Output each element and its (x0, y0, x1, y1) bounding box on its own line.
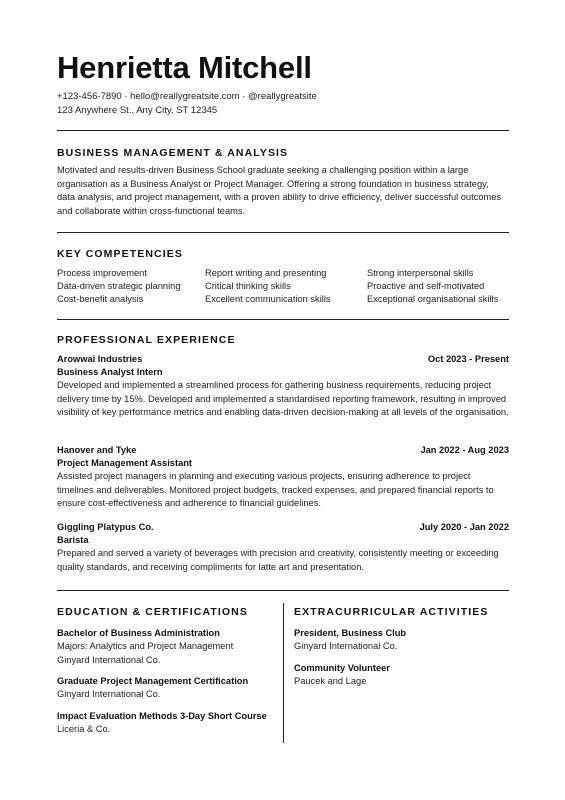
job-description: Developed and implemented a streamlined process for gathering business requirements, reducing project delivery time by 15%. Developed and implemented a standardised reporting framework, resulting in improved visibility of key performance metrics and enabling data-driven decision-making at all levels of the organisation. (57, 380, 509, 418)
divider (57, 232, 509, 233)
job-dates: July 2020 - Jan 2022 (419, 522, 509, 532)
job-role: Project Management Assistant (57, 458, 193, 468)
job-company: Giggling Platypus Co. (57, 522, 154, 532)
entry-title: Impact Evaluation Methods 3-Day Short Course (57, 711, 267, 721)
divider (57, 319, 509, 320)
job-description: Prepared and served a variety of beverages with precision and creativity, consistently meeting or exceeding quality standards, and receiving compliments for latte art and presentation. (57, 548, 499, 572)
entry-line: Paucek and Lage (294, 676, 367, 687)
education-entry (57, 675, 248, 702)
job-role: Business Analyst Intern (57, 367, 163, 377)
competency-item: Proactive and self-motivated (367, 281, 485, 291)
competency-item: Data-driven strategic planning (57, 281, 181, 291)
entry-line: Ginyard International Co. (57, 689, 161, 700)
job-header (57, 522, 509, 532)
entry-line: Ginyard International Co. (57, 654, 161, 665)
entry-line: Ginyard International Co. (294, 641, 398, 652)
job-role: Barista (57, 535, 89, 545)
entry-title: Community Volunteer (294, 663, 390, 673)
competency-column (57, 267, 181, 306)
job-dates: Oct 2023 - Present (427, 354, 509, 364)
contact-line: +123-456-7890 · hello@reallygreatsite.com · @reallygreatsite (57, 91, 317, 102)
education-heading: EDUCATION & CERTIFICATIONS (57, 606, 248, 618)
competency-column (367, 267, 498, 306)
summary-heading: BUSINESS MANAGEMENT & ANALYSIS (57, 147, 289, 159)
competency-column (205, 267, 331, 306)
entry-title: Bachelor of Business Administration (57, 628, 220, 638)
entry-line: Liceria & Co. (57, 724, 111, 735)
entry-line: Majors: Analytics and Project Management (57, 641, 234, 652)
competency-item: Strong interpersonal skills (367, 268, 474, 278)
education-entry (57, 627, 233, 667)
extracurricular-heading: EXTRACURRICULAR ACTIVITIES (294, 606, 489, 618)
competency-item: Critical thinking skills (205, 281, 291, 291)
competencies-heading: KEY COMPETENCIES (57, 248, 183, 260)
education-entry (57, 710, 267, 737)
experience-heading: PROFESSIONAL EXPERIENCE (57, 334, 236, 346)
address-line: 123 Anywhere St., Any City, ST 12345 (57, 105, 218, 116)
competency-item: Cost-benefit analysis (57, 294, 144, 304)
summary-text: Motivated and results-driven Business School graduate seeking a challenging position within a large organisation as a Business Analyst or Project Manager. Offering a strong foundation in business strategy, data analysis, and project management, with a proven ability to drive efficiency, deliver successful outcomes and collaborate within cross-functional teams. (57, 165, 502, 216)
divider (57, 590, 509, 591)
job-header (57, 354, 509, 364)
job-dates: Jan 2022 - Aug 2023 (420, 445, 509, 455)
competency-item: Exceptional organisational skills (367, 294, 499, 304)
job-company: Hanover and Tyke (57, 445, 137, 455)
competency-item: Excellent communication skills (205, 294, 331, 304)
extracurricular-entry (294, 662, 390, 689)
extracurricular-entry (294, 627, 406, 654)
divider (57, 130, 509, 131)
entry-title: Graduate Project Management Certification (57, 676, 249, 686)
candidate-name: Henrietta Mitchell (57, 50, 312, 85)
contact-block (57, 90, 317, 118)
competency-item: Process improvement (57, 268, 147, 278)
competency-item: Report writing and presenting (205, 268, 327, 278)
entry-title: President, Business Club (294, 628, 407, 638)
job-header (57, 445, 509, 455)
column-divider (283, 603, 284, 743)
job-company: Arowwai Industries (57, 354, 143, 364)
job-description: Assisted project managers in planning and executing various projects, ensuring adherence to project timelines and deliverables. Monitored project budgets, tracked expenses, and prepared financial reports to ensure cost-effectiveness and adherence to financial guidelines. (57, 471, 494, 509)
